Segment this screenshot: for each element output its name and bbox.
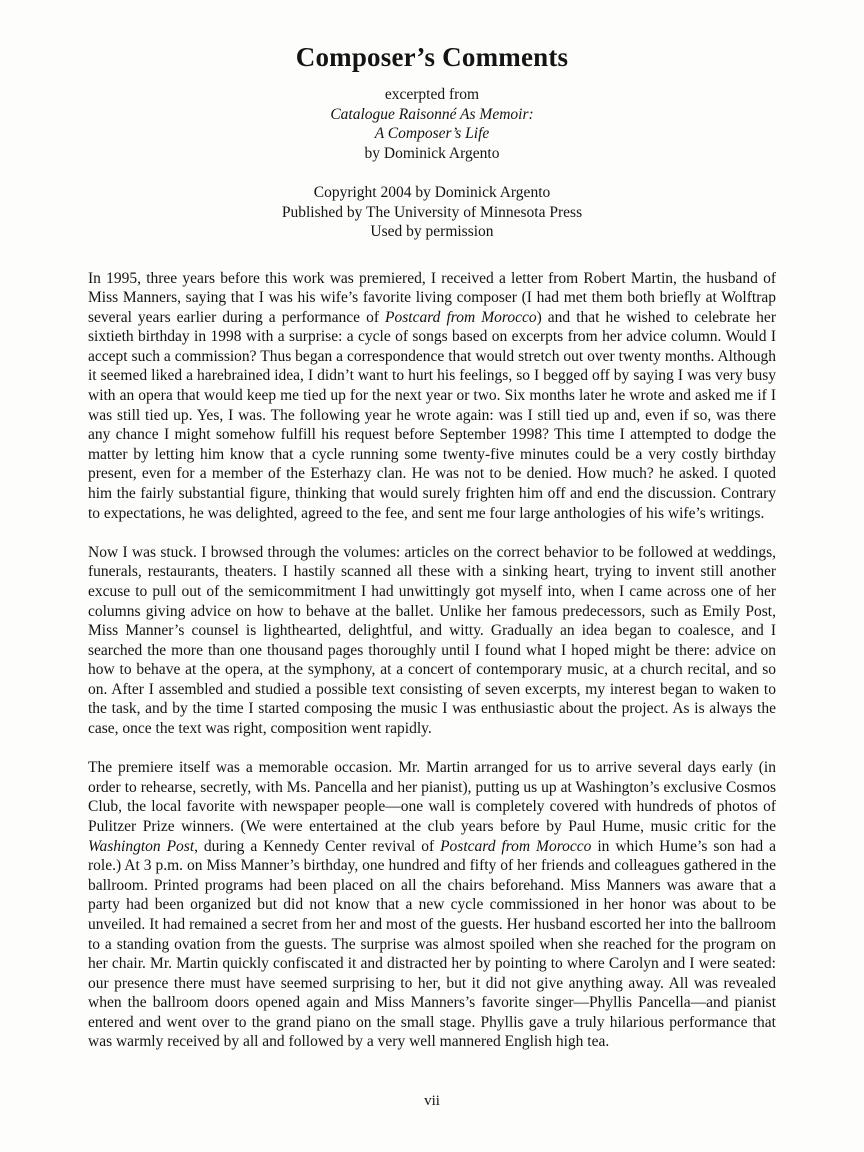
page-number: vii xyxy=(424,1093,440,1109)
text-segment: In 1995, three years before this work was premiered, I received a letter from Robert Martin, the husband of Miss Manners, saying that I was his wife’s favorite living composer (I had met them both briefly at Wolftrap several years earlier during a performance of xyxy=(88,269,776,326)
italic-text-segment: Postcard from Morocco xyxy=(440,837,592,855)
body-paragraph xyxy=(88,758,776,1052)
subtitle-line: by Dominick Argento xyxy=(364,144,500,162)
text-segment: Now I was stuck. I browsed through the volumes: articles on the correct behavior to be followed at weddings, funerals, restaurants, theaters. I hastily scanned all these with a sinking heart, trying to invent still another excuse to pull out of the semicommitment I had unwittingly got myself into, when I came across one of her columns giving advice on how to behave at the ballet. Unlike her famous predecessors, such as Emily Post, Miss Manner’s counsel is lighthearted, delightful, and witty. Gradually an idea began to coalesce, and I searched the more than one thousand pages thoroughly until I found what I hoped might be there: advice on how to behave at the opera, at the symphony, at a concert of contemporary music, at a church recital, and so on. After I assembled and studied a possible text consisting of seven excerpts, my interest began to waken to the task, and by the time I started composing the music I was enthusiastic about the project. As is always the case, once the text was right, composition went rapidly. xyxy=(88,543,776,738)
subtitle-line: A Composer’s Life xyxy=(374,125,490,142)
copyright-line: Used by permission xyxy=(370,223,494,240)
text-segment: in which Hume’s son had a role.) At 3 p.m. on Miss Manner’s birthday, one hundred and fifty of her friends and colleagues gathered in the ballroom. Printed programs had been placed on all the chairs beforehand. Miss Manners was aware that a party had been organized but did not know that a new cycle commissioned in her honor was about to be unveiled. It had remained a secret from her and most of the guests. Her husband escorted her into the ballroom to a standing ovation from the guests. The surprise was almost spoiled when she reached for the program on her chair. Mr. Martin quickly confiscated it and distracted her by pointing to where Carolyn and I were seated: our presence there must have seemed surprising to her, but it did not give anything away. All was revealed when the ballroom doors opened again and Miss Manners’s favorite singer—Phyllis Pancella—and pianist entered and went over to the grand piano on the small stage. Phyllis gave a truly hilarious performance that was warmly received by all and followed by a very well mannered English high tea. xyxy=(88,837,776,1051)
page-title: Composer’s Comments xyxy=(295,42,569,72)
subtitle-line: Catalogue Raisonné As Memoir: xyxy=(330,105,534,123)
italic-text-segment: Postcard from Morocco xyxy=(385,308,537,326)
subtitle-block xyxy=(88,85,776,163)
body-paragraph xyxy=(88,543,776,739)
body-paragraph xyxy=(88,269,776,524)
text-segment: The premiere itself was a memorable occasion. Mr. Martin arranged for us to arrive several days early (in order to rehearse, secretly, with Ms. Pancella and her pianist), putting us up at Washington’s exclusive Cosmos Club, the local favorite with newspaper people—one wall is completely covered with hundreds of photos of Pulitzer Prize winners. (We were entertained at the club years before by Paul Hume, music critic for the xyxy=(88,759,776,835)
copyright-block xyxy=(88,183,776,242)
copyright-line: Copyright 2004 by Dominick Argento xyxy=(313,184,551,201)
document-body xyxy=(88,269,776,1053)
subtitle-line: excerpted from xyxy=(384,86,480,103)
italic-text-segment: Washington Post xyxy=(88,837,195,855)
text-segment: ) and that he wished to celebrate her sixtieth birthday in 1998 with a surprise: a cycle of songs based on excerpts from her advice column. Would I accept such a commission? Thus began a correspondence that would stretch out over twenty months. Although it seemed liked a harebrained idea, I didn’t want to hurt his feelings, so I begged off by saying I was very busy with an opera that would keep me tied up for the next year or two. Six months later he wrote and asked me if I was still tied up. Yes, I was. The following year he wrote again: was I still tied up and, even if so, was there any chance I might somehow fulfill his request before September 1998? This time I attempted to dodge the matter by letting him know that a cycle running some twenty-five minutes could be a very costly birthday present, even for a member of the Esterhazy clan. He was not to be denied. How much? he asked. I quoted him the fairly substantial figure, thinking that would surely frighten him off and end the discussion. Contrary to expectations, he was delighted, agreed to the fee, and sent me four large anthologies of his wife’s writings. xyxy=(88,308,776,522)
document-header xyxy=(88,42,776,242)
document-footer xyxy=(0,1092,864,1110)
copyright-line: Published by The University of Minnesota Press xyxy=(281,203,583,221)
text-segment: , during a Kennedy Center revival of xyxy=(194,837,441,855)
